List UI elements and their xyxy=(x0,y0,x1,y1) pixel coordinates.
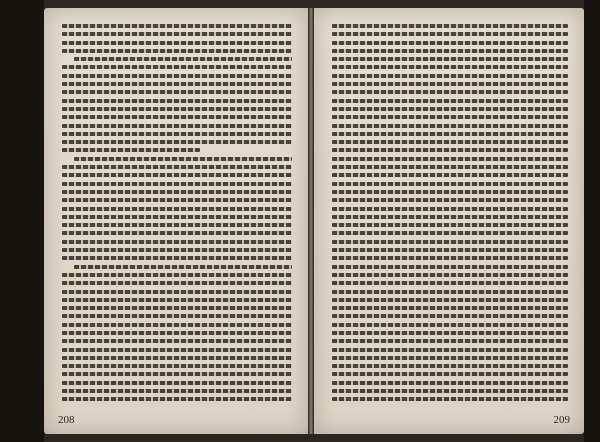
text-line xyxy=(62,256,292,260)
text-line xyxy=(332,115,568,119)
text-line xyxy=(62,32,292,36)
text-line xyxy=(332,182,568,186)
text-line xyxy=(62,273,292,277)
left-book-edge xyxy=(0,0,44,442)
text-line xyxy=(332,173,568,177)
text-line xyxy=(62,173,292,177)
text-line xyxy=(332,140,568,144)
text-line xyxy=(62,331,292,335)
text-line xyxy=(62,290,292,294)
text-line xyxy=(62,82,292,86)
right-text-block xyxy=(332,24,568,408)
text-line xyxy=(62,132,292,136)
text-line xyxy=(332,32,568,36)
text-line xyxy=(332,24,568,28)
text-line xyxy=(332,397,568,401)
text-line xyxy=(332,132,568,136)
text-line xyxy=(62,348,292,352)
text-line xyxy=(62,124,292,128)
text-line xyxy=(62,298,292,302)
text-line xyxy=(332,65,568,69)
text-line xyxy=(62,281,292,285)
text-line xyxy=(332,298,568,302)
text-line xyxy=(62,190,292,194)
text-line xyxy=(332,306,568,310)
text-line xyxy=(332,348,568,352)
text-line xyxy=(62,223,292,227)
text-line xyxy=(62,165,292,169)
text-line xyxy=(62,24,292,28)
text-line xyxy=(332,364,568,368)
text-line xyxy=(62,397,292,401)
text-line xyxy=(62,306,292,310)
text-line xyxy=(332,331,568,335)
text-line xyxy=(62,248,292,252)
text-line xyxy=(332,57,568,61)
right-book-edge xyxy=(584,0,600,442)
text-line xyxy=(62,240,292,244)
text-line xyxy=(332,190,568,194)
text-line xyxy=(332,256,568,260)
text-line xyxy=(332,339,568,343)
text-line xyxy=(332,389,568,393)
text-line xyxy=(332,198,568,202)
text-line xyxy=(62,107,292,111)
text-line xyxy=(62,140,292,144)
left-page xyxy=(44,8,308,434)
text-line xyxy=(62,372,292,376)
text-line xyxy=(332,273,568,277)
text-line xyxy=(62,215,292,219)
text-line xyxy=(332,99,568,103)
text-line xyxy=(332,323,568,327)
text-line xyxy=(332,207,568,211)
text-line xyxy=(62,41,292,45)
text-line xyxy=(62,339,292,343)
text-line xyxy=(62,364,292,368)
text-line xyxy=(62,314,292,318)
text-line xyxy=(62,90,292,94)
text-line xyxy=(62,207,292,211)
text-line xyxy=(74,265,292,269)
text-line xyxy=(332,148,568,152)
text-line xyxy=(62,323,292,327)
text-line xyxy=(332,223,568,227)
text-line xyxy=(332,240,568,244)
left-page-number: 208 xyxy=(58,414,75,426)
text-line xyxy=(62,381,292,385)
text-line xyxy=(332,314,568,318)
text-line xyxy=(332,372,568,376)
text-line xyxy=(332,74,568,78)
text-line xyxy=(332,124,568,128)
text-line xyxy=(62,182,292,186)
right-page xyxy=(314,8,584,434)
text-line xyxy=(332,381,568,385)
text-line xyxy=(332,356,568,360)
text-line xyxy=(332,90,568,94)
text-line xyxy=(332,281,568,285)
text-line xyxy=(74,157,292,161)
text-line xyxy=(74,57,292,61)
text-line xyxy=(332,231,568,235)
text-line xyxy=(332,41,568,45)
right-page-number: 209 xyxy=(553,414,570,426)
text-line xyxy=(332,107,568,111)
text-line xyxy=(62,115,292,119)
text-line xyxy=(332,248,568,252)
text-line xyxy=(332,157,568,161)
text-line xyxy=(62,389,292,393)
left-text-block xyxy=(62,24,292,408)
text-line xyxy=(332,215,568,219)
text-line xyxy=(62,231,292,235)
text-line xyxy=(332,265,568,269)
text-line xyxy=(332,49,568,53)
text-line xyxy=(62,65,292,69)
text-line xyxy=(332,165,568,169)
text-line xyxy=(332,290,568,294)
text-line xyxy=(62,49,292,53)
text-line xyxy=(332,82,568,86)
text-line xyxy=(62,148,200,152)
text-line xyxy=(62,198,292,202)
text-line xyxy=(62,74,292,78)
text-line xyxy=(62,356,292,360)
text-line xyxy=(62,99,292,103)
